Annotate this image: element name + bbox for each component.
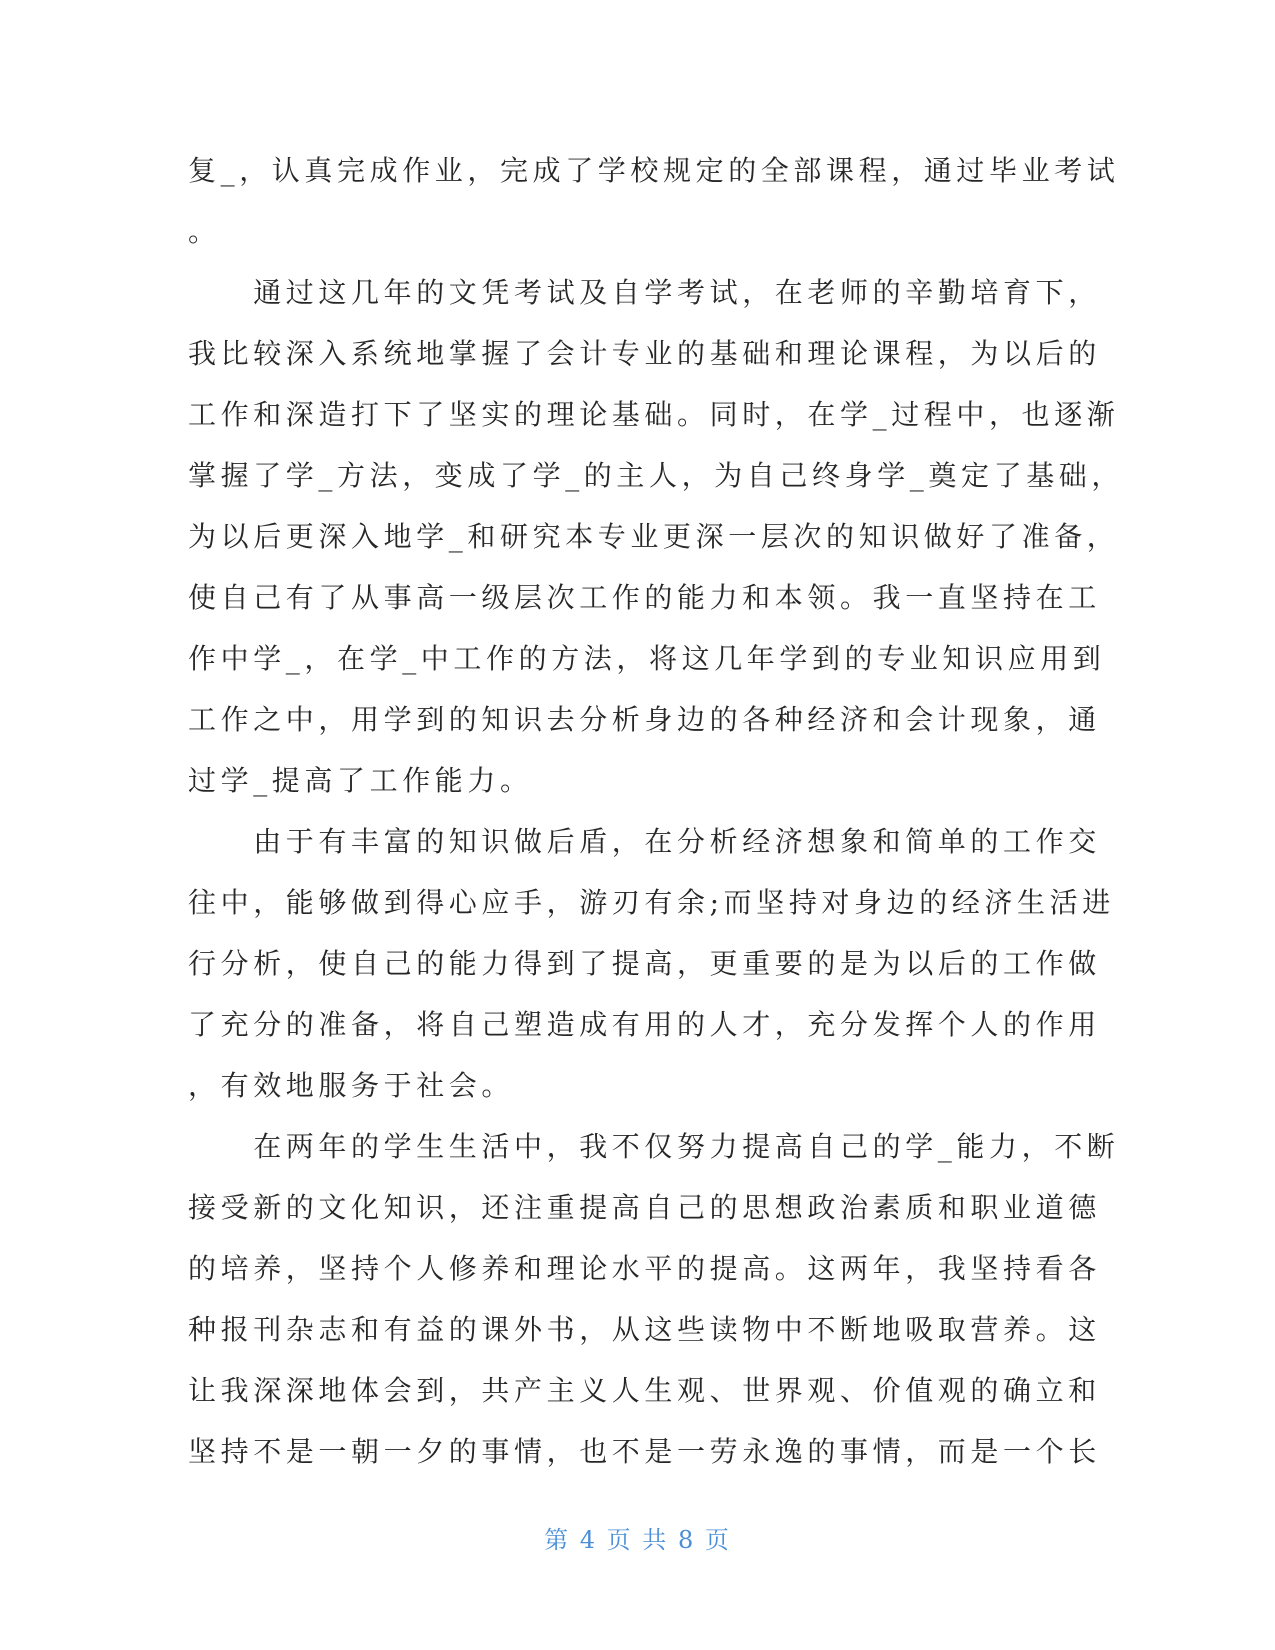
text-line: 通过这几年的文凭考试及自学考试，在老师的辛勤培育下，	[188, 276, 1101, 309]
text-line: 了充分的准备，将自己塑造成有用的人才，充分发挥个人的作用	[188, 1008, 1101, 1041]
page-number-footer: 第 4 页 共 8 页	[544, 1526, 731, 1554]
text-line: 。	[188, 215, 221, 248]
text-line: 坚持不是一朝一夕的事情，也不是一劳永逸的事情，而是一个长	[188, 1435, 1101, 1468]
text-line: 的培养，坚持个人修养和理论水平的提高。这两年，我坚持看各	[188, 1252, 1101, 1285]
text-line: 工作之中，用学到的知识去分析身边的各种经济和会计现象，通	[188, 703, 1101, 736]
text-line: 由于有丰富的知识做后盾，在分析经济想象和简单的工作交	[188, 825, 1101, 858]
text-line: 让我深深地体会到，共产主义人生观、世界观、价值观的确立和	[188, 1374, 1101, 1407]
text-line: 为以后更深入地学_和研究本专业更深一层次的知识做好了准备，	[188, 520, 1120, 553]
text-line: 在两年的学生生活中，我不仅努力提高自己的学_能力，不断	[188, 1130, 1120, 1163]
text-line: 复_，认真完成作业，完成了学校规定的全部课程，通过毕业考试	[188, 154, 1120, 187]
document-body	[188, 140, 1125, 1482]
text-line: 往中，能够做到得心应手，游刃有余;而坚持对身边的经济生活进	[188, 886, 1115, 919]
text-line: 我比较深入系统地掌握了会计专业的基础和理论课程，为以后的	[188, 337, 1101, 370]
text-line: 接受新的文化知识，还注重提高自己的思想政治素质和职业道德	[188, 1191, 1101, 1224]
text-line: 作中学_，在学_中工作的方法，将这几年学到的专业知识应用到	[188, 642, 1106, 675]
text-line: ，有效地服务于社会。	[188, 1069, 515, 1102]
text-line: 种报刊杂志和有益的课外书，从这些读物中不断地吸取营养。这	[188, 1313, 1101, 1346]
text-line: 行分析，使自己的能力得到了提高，更重要的是为以后的工作做	[188, 947, 1101, 980]
text-line: 掌握了学_方法，变成了学_的主人，为自己终身学_奠定了基础，	[188, 459, 1125, 492]
text-line: 工作和深造打下了坚实的理论基础。同时，在学_过程中，也逐渐	[188, 398, 1120, 431]
text-line: 过学_提高了工作能力。	[188, 764, 533, 797]
text-line: 使自己有了从事高一级层次工作的能力和本领。我一直坚持在工	[188, 581, 1101, 614]
